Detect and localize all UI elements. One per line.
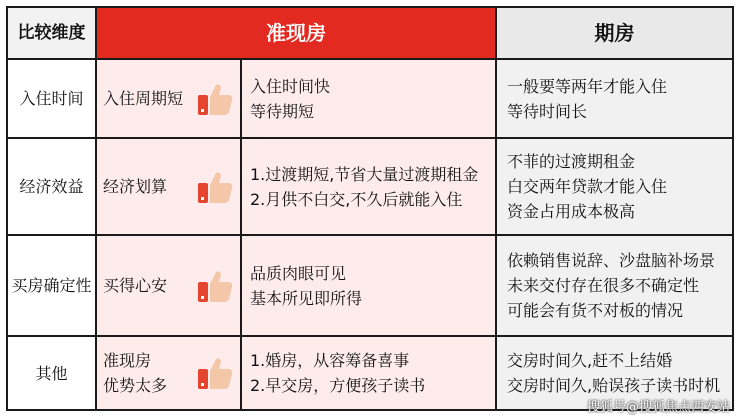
off-plan-line: 未来交付存在很多不确定性 — [507, 276, 700, 295]
column-divider — [495, 8, 497, 409]
column-divider — [95, 8, 97, 409]
detail-line: 1.过渡期短,节省大量过渡期租金 — [250, 164, 479, 184]
row-divider — [8, 58, 732, 60]
row-divider — [8, 137, 732, 139]
ready-details — [242, 236, 495, 335]
summary-line: 准现房 — [103, 351, 152, 370]
off-plan-line: 依赖销售说辞、沙盘脑补场景 — [507, 251, 716, 270]
off-plan-cell — [497, 236, 732, 335]
row-dimension: 其他 — [8, 337, 95, 409]
detail-line: 2.早交房，方便孩子读书 — [250, 376, 426, 395]
detail-line: 1.婚房，从容筹备喜事 — [250, 351, 410, 370]
summary-line: 入住周期短 — [103, 89, 184, 108]
detail-line: 基本所见即所得 — [250, 288, 363, 308]
thumbs-up-icon — [196, 81, 234, 117]
off-plan-line: 资金占用成本极高 — [507, 202, 636, 221]
ready-details — [242, 337, 495, 409]
row-dimension: 经济效益 — [8, 139, 95, 234]
off-plan-line: 不菲的过渡期租金 — [507, 152, 636, 171]
detail-line: 入住时间快 — [250, 76, 331, 96]
header-ready-house: 准现房 — [97, 8, 495, 58]
row-dimension: 入住时间 — [8, 60, 95, 137]
off-plan-line: 白交两年贷款才能入住 — [507, 177, 668, 196]
summary-line: 经济划算 — [103, 177, 168, 196]
ready-summary — [97, 139, 240, 234]
ready-summary — [97, 60, 240, 137]
row-divider — [8, 335, 732, 337]
detail-line: 品质肉眼可见 — [250, 263, 347, 283]
header-off-plan: 期房 — [497, 8, 732, 58]
off-plan-line: 一般要等两年才能入住 — [507, 76, 668, 96]
watermark: 搜狐号@搜狐焦点西安站 — [586, 400, 730, 415]
ready-summary — [97, 337, 240, 409]
detail-line: 等待期短 — [250, 101, 315, 121]
off-plan-line: 等待时间长 — [507, 101, 588, 121]
off-plan-cell — [497, 60, 732, 137]
thumbs-up-icon — [196, 268, 234, 304]
row-divider — [8, 234, 732, 236]
off-plan-line: 交房时间久,贻误孩子读书时机 — [507, 376, 721, 395]
summary-line: 优势太多 — [103, 376, 168, 395]
off-plan-line: 可能会有货不对板的情况 — [507, 301, 684, 320]
ready-details — [242, 60, 495, 137]
off-plan-cell — [497, 139, 732, 234]
detail-line: 2.月供不白交,不久后就能入住 — [250, 189, 463, 209]
comparison-table — [6, 6, 734, 411]
thumbs-up-icon — [196, 355, 234, 391]
row-dimension: 买房确定性 — [8, 236, 95, 335]
summary-line: 买得心安 — [103, 276, 168, 295]
off-plan-line: 交房时间久,赶不上结婚 — [507, 351, 673, 370]
ready-summary — [97, 236, 240, 335]
ready-details — [242, 139, 495, 234]
thumbs-up-icon — [196, 169, 234, 205]
header-dimension: 比较维度 — [8, 8, 95, 58]
